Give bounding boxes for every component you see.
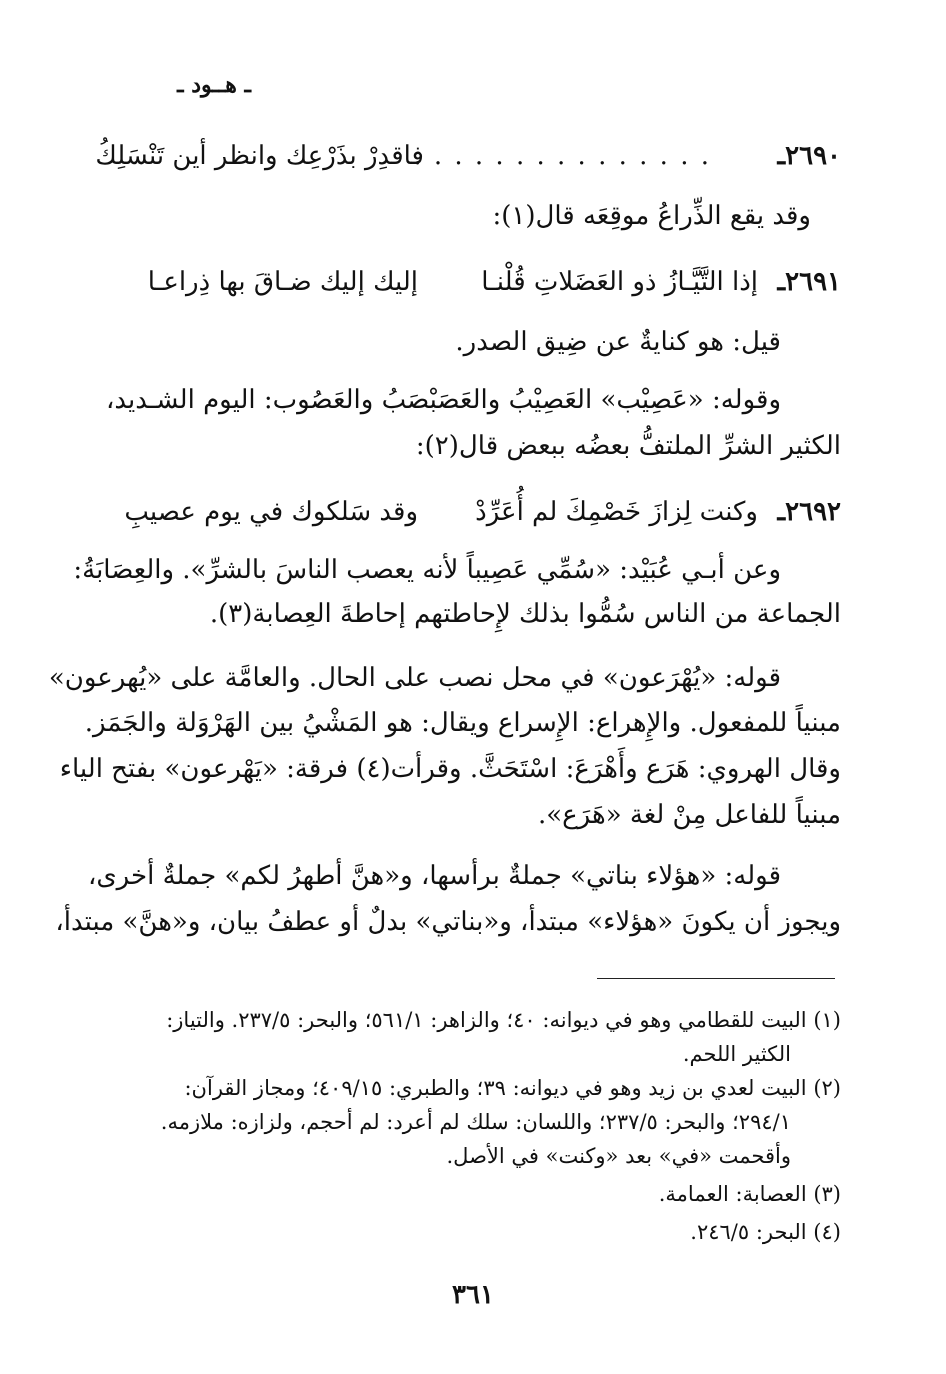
- paragraph-5-line-1: قوله: «يُهْرَعون» في محل نصب على الحال. والعامَّة على «يُهرعون»: [48, 663, 781, 693]
- verse-number-2691: ٢٦٩١ـ: [777, 267, 841, 297]
- verse-2692-first-hemistich: وكنت لِزازَ خَصْمِكَ لم أُعَرِّدْ: [475, 497, 758, 527]
- verse-2690-ellipsis: . . . . . . . . . . . . . . .: [413, 141, 711, 171]
- paragraph-2: قيل: هو كنايةٌ عن ضِيق الصدر.: [455, 327, 781, 357]
- verse-2692-second-hemistich: وقد سَلكوك في يوم عصيبِ: [124, 497, 418, 527]
- footnote-4: (٤) البحر: ٢٤٦/٥.: [690, 1220, 841, 1244]
- verse-2691-second-hemistich: إليك إليك ضـاقَ بها ذِراعـا: [147, 267, 418, 297]
- footnote-2-line-1: (٢) البيت لعدي بن زيد وهو في ديوانه: ٣٩؛ والطبري: ٤٠٩/١٥؛ ومجاز القرآن:: [184, 1076, 841, 1100]
- running-header: ـ هــود ـ: [177, 72, 251, 98]
- footnote-1-line-2: الكثير اللحم.: [682, 1042, 791, 1066]
- paragraph-3-line-2: الكثير الشرِّ الملتفُّ بعضُه ببعض قال(٢):: [415, 431, 841, 461]
- paragraph-1: وقد يقع الذِّراعُ موقِعَه قال(١):: [492, 201, 811, 231]
- verse-number-2690: ٢٦٩٠ـ: [777, 141, 841, 171]
- paragraph-5-line-3: وقال الهروي: هَرَع وأَهْرَعَ: اسْتَحَثَّ. وقرأت(٤) فرقة: «يَهْرعون» بفتح الياء: [59, 754, 841, 784]
- paragraph-4-line-2: الجماعة من الناس سُمُّوا بذلك لإِحاطتهم إحاطةَ العِصابة(٣).: [209, 599, 841, 629]
- footnote-separator: [597, 978, 835, 979]
- paragraph-6-line-1: قوله: «هؤلاء بناتي» جملةٌ برأسها، و«هنَّ أطهرُ لكم» جملةٌ أخرى،: [87, 861, 781, 891]
- footnote-2-line-2: ٢٩٤/١؛ والبحر: ٢٣٧/٥؛ واللسان: سلك لم أعرد: لم أحجم، ولزازه: ملازمه.: [160, 1110, 791, 1134]
- paragraph-5-line-4: مبنياً للفاعل مِنْ لغة «هَرَع».: [537, 800, 841, 830]
- verse-number-2692: ٢٦٩٢ـ: [777, 497, 841, 527]
- footnote-2-line-3: وأقحمت «في» بعد «وكنت» في الأصل.: [446, 1144, 791, 1168]
- footnote-1-line-1: (١) البيت للقطامي وهو في ديوانه: ٤٠؛ والزاهر: ٥٦١/١؛ والبحر: ٢٣٧/٥. والتياز:: [166, 1008, 841, 1032]
- footnote-3: (٣) العصابة: العمامة.: [658, 1182, 841, 1206]
- page-number: ٣٦١: [452, 1280, 494, 1310]
- paragraph-5-line-2: مبنياً للمفعول. والإِهراع: الإِسراع ويقال: هو المَشْيُ بين الهَرْوَلة والجَمَز.: [84, 708, 841, 738]
- paragraph-4-line-1: وعن أبـي عُبَيْد: «سُمِّي عَصِيباً لأنه يعصب الناسَ بالشرِّ». والعِصَابَةُ:: [73, 555, 781, 585]
- paragraph-3-line-1: وقوله: «عَصِيْب» العَصِيْبُ والعَصَبْصَبُ والعَصُوب: اليوم الشـديد،: [105, 385, 781, 415]
- paragraph-6-line-2: ويجوز أن يكونَ «هؤلاء» مبتدأ، و«بناتي» بدلٌ أو عطفُ بيان، و«هنَّ» مبتدأ،: [55, 907, 841, 937]
- verse-2691-first-hemistich: إذا التَّيَّـازُ ذو العَضَلاتِ قُلْنـا: [481, 267, 758, 297]
- verse-2690-second-hemistich: فاقدِرْ بذَرْعِك وانظر أين تَنْسَلِكُ: [95, 141, 424, 171]
